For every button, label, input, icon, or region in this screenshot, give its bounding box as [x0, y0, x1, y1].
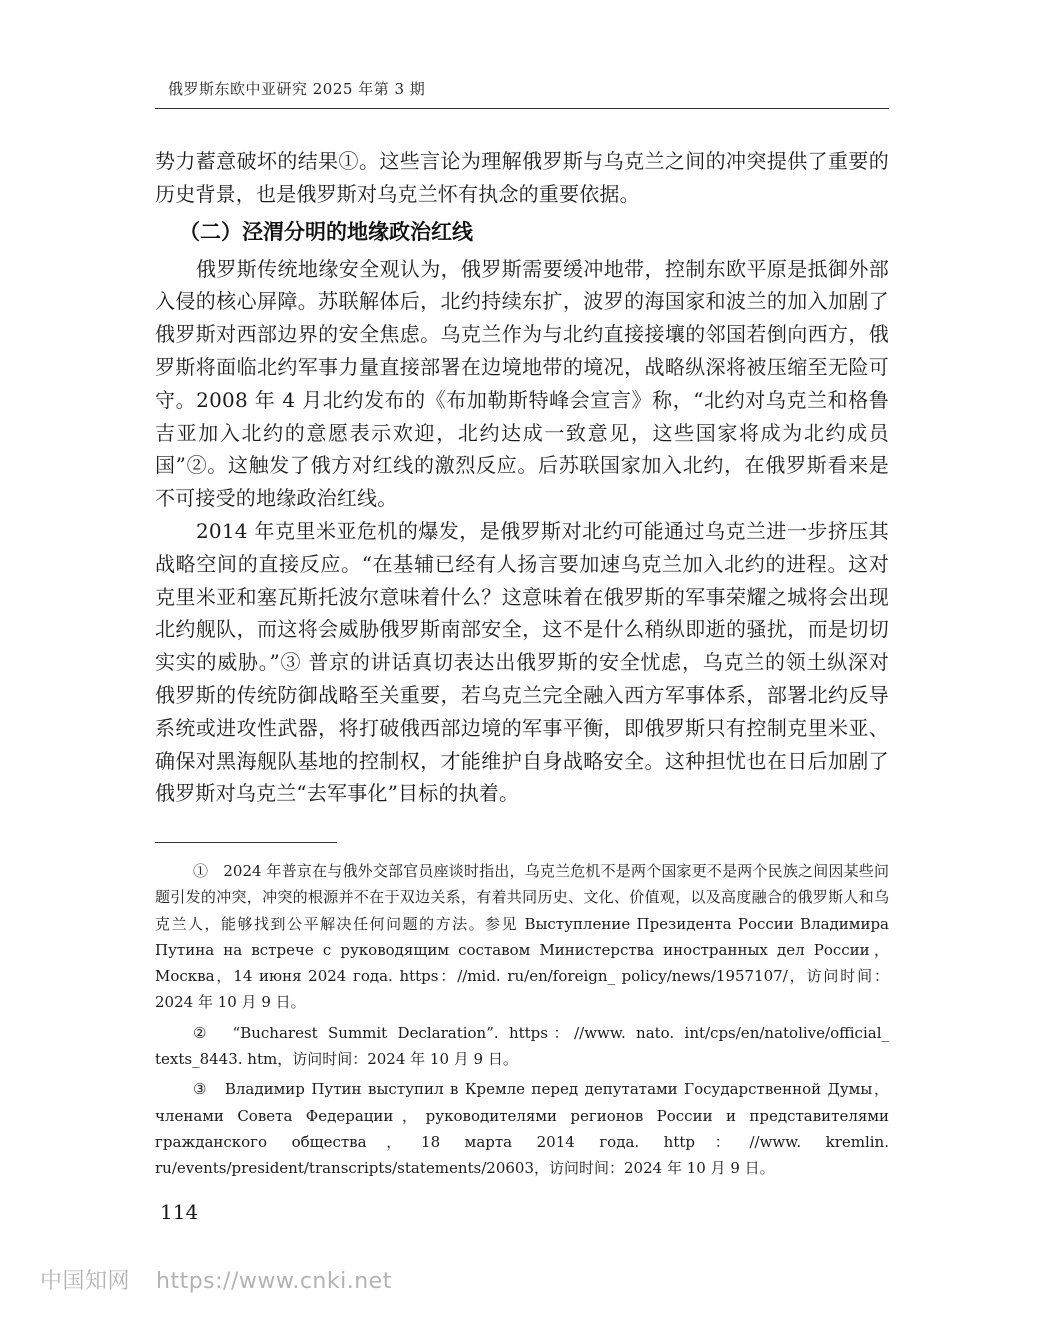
footnote: ③ Владимир Путин выступил в Кремле перед депутатами Государственной Думы，членами Совета Федерации，руководителями регионов России и представителями гражданского общества，18 марта 2014 года. http：//www. kremlin. ru/events/president/transcripts/statements/20603，访问时间：2024 年 10 月 9 日。 [155, 1080, 889, 1178]
footnote: ① 2024 年普京在与俄外交部官员座谈时指出，乌克兰危机不是两个国家更不是两个民族之间因某些问题引发的冲突，冲突的根源并不在于双边关系，有着共同历史、文化、价值观，以及高度融合的俄罗斯人和乌克兰人，能够找到公平解决任何问题的方法。参见 Выступление Президента России Владимира Путина на встрече с руководящим составом Министерства иностранных дел России，Москва，14 июня 2024 года. https：//mid. ru/en/foreign_ policy/news/1957107/，访问时间：2024 年 10 月 9 日。 [155, 862, 889, 1012]
header-rule [155, 108, 889, 109]
paragraph-continued: 势力蓄意破坏的结果①。这些言论为理解俄罗斯与乌克兰之间的冲突提供了重要的历史背景，也是俄罗斯对乌克兰怀有执念的重要依据。 [155, 149, 889, 206]
footnote: ② “Bucharest Summit Declaration”. https：//www. nato. int/cps/en/natolive/official_ texts_8443. htm，访问时间：2024 年 10 月 9 日。 [155, 1023, 889, 1069]
page-number: 114 [160, 1200, 199, 1224]
footnotes [155, 858, 889, 1186]
paragraph: 2014 年克里米亚危机的爆发，是俄罗斯对北约可能通过乌克兰进一步挤压其战略空间的直接反应。“在基辅已经有人扬言要加速乌克兰加入北约的进程。这对克里米亚和塞瓦斯托波尔意味着什么？这意味着在俄罗斯的军事荣耀之城将会出现北约舰队，而这将会威胁俄罗斯南部安全，这不是什么稍纵即逝的骚扰，而是切切实实的威胁。”③ 普京的讲话真切表达出俄罗斯的安全忧虑，乌克兰的领土纵深对俄罗斯的传统防御战略至关重要，若乌克兰完全融入西方军事体系，部署北约反导系统或进攻性武器，将打破俄西部边境的军事平衡，即俄罗斯只有控制克里米亚、确保对黑海舰队基地的控制权，才能维护自身战略安全。这种担忧也在日后加剧了俄罗斯对乌克兰“去军事化”目标的执着。 [155, 518, 889, 806]
section-heading: （二）泾渭分明的地缘政治红线 [179, 219, 473, 244]
body-text [155, 145, 889, 810]
watermark-brand: 中国知网 [40, 1269, 131, 1294]
running-header: 俄罗斯东欧中亚研究 2025 年第 3 期 [168, 80, 426, 98]
watermark-url[interactable]: https://www.cnki.net [156, 1269, 392, 1294]
footnote-rule [155, 842, 337, 843]
paragraph: 俄罗斯传统地缘安全观认为，俄罗斯需要缓冲地带，控制东欧平原是抵御外部入侵的核心屏障。苏联解体后，北约持续东扩，波罗的海国家和波兰的加入加剧了俄罗斯对西部边界的安全焦虑。乌克兰作为与北约直接接壤的邻国若倒向西方，俄罗斯将面临北约军事力量直接部署在边境地带的境况，战略纵深将被压缩至无险可守。2008 年 4 月北约发布的《布加勒斯特峰会宣言》称，“北约对乌克兰和格鲁吉亚加入北约的意愿表示欢迎，北约达成一致意见，这些国家将成为北约成员国”②。这触发了俄方对红线的激烈反应。后苏联国家加入北约，在俄罗斯看来是不可接受的地缘政治红线。 [155, 256, 889, 511]
watermark[interactable] [40, 1264, 392, 1295]
